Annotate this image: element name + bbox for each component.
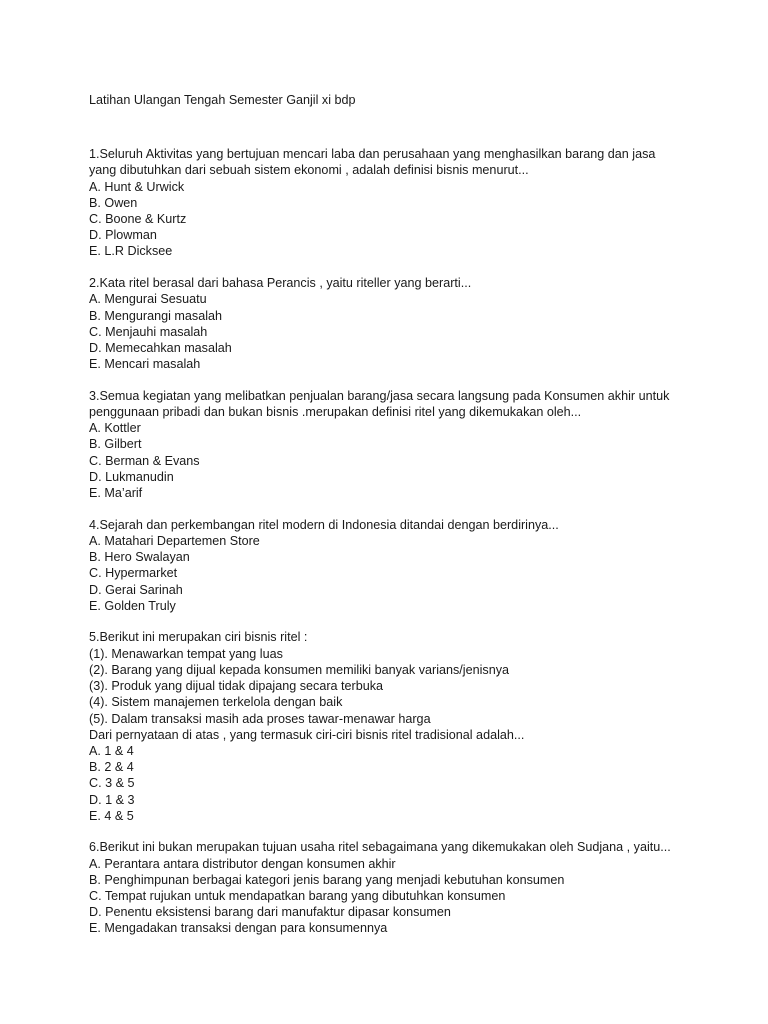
question-text: 1.Seluruh Aktivitas yang bertujuan mencari laba dan perusahaan yang menghasilkan barang dan jasa yang dibutuhkan dari sebuah sistem ekonomi , adalah definisi bisnis menurut... bbox=[89, 147, 656, 178]
answer-option-a: A. Kottler bbox=[89, 421, 141, 436]
answer-option-b: B. Mengurangi masalah bbox=[89, 308, 223, 323]
answer-option-a: A. Perantara antara distributor dengan konsumen akhir bbox=[89, 856, 396, 871]
statement-4: (4). Sistem manajemen terkelola dengan baik bbox=[89, 695, 343, 710]
statement-1: (1). Menawarkan tempat yang luas bbox=[89, 646, 283, 661]
answer-option-d: D. Lukmanudin bbox=[89, 469, 174, 484]
answer-option-d: D. Memecahkan masalah bbox=[89, 340, 232, 355]
answer-option-a: A. 1 & 4 bbox=[89, 743, 134, 758]
question-2 bbox=[89, 275, 729, 372]
question-text: 6.Berikut ini bukan merupakan tujuan usaha ritel sebagaimana yang dikemukakan oleh Sudjana , yaitu... bbox=[89, 840, 671, 855]
answer-option-d: D. Gerai Sarinah bbox=[89, 582, 183, 597]
answer-option-e: E. Ma’arif bbox=[89, 486, 143, 501]
question-4 bbox=[89, 517, 729, 614]
answer-option-a: A. Mengurai Sesuatu bbox=[89, 292, 207, 307]
answer-option-d: D. 1 & 3 bbox=[89, 792, 135, 807]
question-text: 5.Berikut ini merupakan ciri bisnis ritel : bbox=[89, 630, 308, 645]
answer-option-b: B. Gilbert bbox=[89, 437, 142, 452]
answer-option-e: E. L.R Dicksee bbox=[89, 244, 173, 259]
question-1 bbox=[89, 146, 729, 259]
answer-option-a: A. Matahari Departemen Store bbox=[89, 533, 260, 548]
answer-option-e: E. Golden Truly bbox=[89, 598, 176, 613]
document-title: Latihan Ulangan Tengah Semester Ganjil xi bdp bbox=[89, 93, 356, 107]
answer-option-c: C. Boone & Kurtz bbox=[89, 212, 187, 227]
question-text: 4.Sejarah dan perkembangan ritel modern di Indonesia ditandai dengan berdirinya... bbox=[89, 517, 559, 532]
answer-option-c: C. Berman & Evans bbox=[89, 453, 200, 468]
question-text: 2.Kata ritel berasal dari bahasa Perancis , yaitu riteller yang berarti... bbox=[89, 276, 472, 291]
question-3 bbox=[89, 388, 729, 501]
question-prompt: Dari pernyataan di atas , yang termasuk ciri-ciri bisnis ritel tradisional adalah... bbox=[89, 727, 525, 742]
answer-option-b: B. Owen bbox=[89, 195, 138, 210]
answer-option-d: D. Plowman bbox=[89, 228, 157, 243]
answer-option-e: E. Mengadakan transaksi dengan para konsumennya bbox=[89, 921, 388, 936]
answer-option-e: E. 4 & 5 bbox=[89, 808, 134, 823]
statement-2: (2). Barang yang dijual kepada konsumen memiliki banyak varians/jenisnya bbox=[89, 662, 510, 677]
statement-3: (3). Produk yang dijual tidak dipajang secara terbuka bbox=[89, 679, 384, 694]
answer-option-c: C. Tempat rujukan untuk mendapatkan barang yang dibutuhkan konsumen bbox=[89, 889, 506, 904]
question-6 bbox=[89, 839, 729, 936]
statement-5: (5). Dalam transaksi masih ada proses tawar-menawar harga bbox=[89, 711, 431, 726]
answer-option-b: B. 2 & 4 bbox=[89, 760, 134, 775]
document-page bbox=[89, 92, 729, 952]
answer-option-a: A. Hunt & Urwick bbox=[89, 179, 185, 194]
answer-option-b: B. Penghimpunan berbagai kategori jenis barang yang menjadi kebutuhan konsumen bbox=[89, 872, 565, 887]
answer-option-d: D. Penentu eksistensi barang dari manufaktur dipasar konsumen bbox=[89, 905, 451, 920]
question-list bbox=[89, 146, 729, 936]
question-5 bbox=[89, 629, 729, 823]
answer-option-c: C. Hypermarket bbox=[89, 566, 178, 581]
answer-option-c: C. 3 & 5 bbox=[89, 776, 135, 791]
question-text: 3.Semua kegiatan yang melibatkan penjualan barang/jasa secara langsung pada Konsumen akhir untuk penggunaan pribadi dan bukan bisnis .merupakan definisi ritel yang dikemukakan oleh... bbox=[89, 388, 670, 420]
answer-option-b: B. Hero Swalayan bbox=[89, 550, 190, 565]
answer-option-c: C. Menjauhi masalah bbox=[89, 324, 208, 339]
answer-option-e: E. Mencari masalah bbox=[89, 357, 201, 372]
